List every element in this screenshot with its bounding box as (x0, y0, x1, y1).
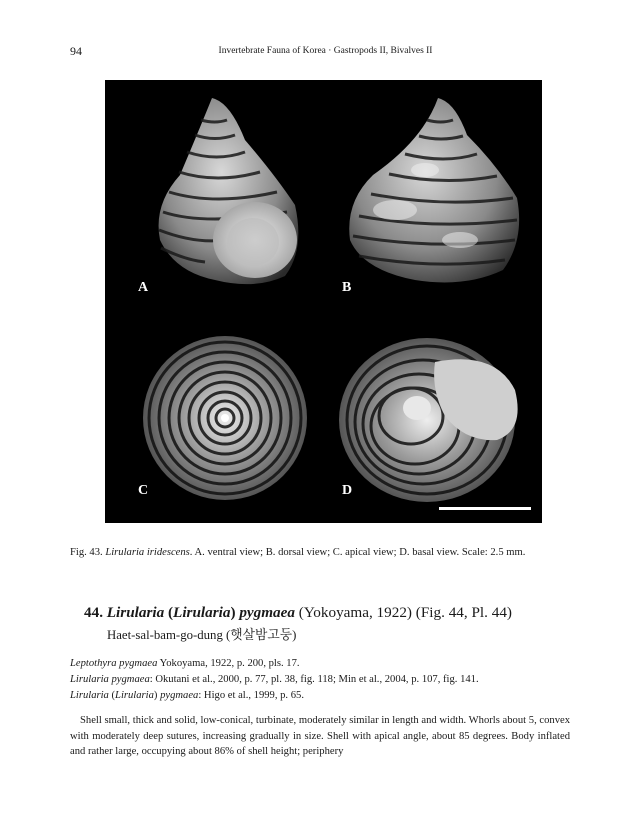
synonym-paren-close: ) (153, 690, 161, 701)
synonym-name: Lirularia pygmaea (70, 674, 150, 685)
shell-d-basal-view (339, 338, 518, 502)
species-number: 44. (84, 604, 103, 621)
subgenus-open: ( (167, 604, 174, 621)
species-epithet: pygmaea (239, 604, 295, 621)
synonym-name: Leptothyra pygmaea (70, 658, 158, 669)
species-genus: Lirularia (106, 604, 165, 621)
shell-a-ventral-view (159, 98, 299, 284)
synonym-ref: : Okutani et al., 2000, p. 77, pl. 38, fig. 118; Min et al., 2004, p. 107, fig. 141. (149, 674, 479, 685)
shell-c-apical-view (143, 336, 307, 500)
synonym-paren-open: ( (108, 690, 116, 701)
caption-text: . A. ventral view; B. dorsal view; C. apical view; D. basal view. Scale: 2.5 mm. (189, 547, 526, 558)
figure-caption (70, 545, 575, 560)
panel-label-d: D (342, 483, 353, 498)
shell-b-dorsal-view (349, 98, 519, 282)
synonym-ref: Yokoyama, 1922, p. 200, pls. 17. (157, 658, 300, 669)
korean-common-name: Haet-sal-bam-go-dung (햇살밤고둥) (107, 628, 297, 642)
synonym-line (70, 658, 300, 669)
species-heading (84, 604, 512, 622)
shell-photographs (105, 80, 542, 523)
synonym-ref: : Higo et al., 1999, p. 65. (198, 690, 304, 701)
synonym-epithet: pygmaea (160, 690, 199, 701)
running-head: Invertebrate Fauna of Korea · Gastropods II, Bivalves II (218, 46, 433, 56)
page-number: 94 (70, 44, 82, 58)
synonym-line (70, 674, 479, 685)
synonym-genus: Lirularia (70, 690, 109, 701)
species-authority: (Yokoyama, 1922) (Fig. 44, Pl. 44) (298, 604, 512, 621)
description-paragraph: Shell small, thick and solid, low-conical, turbinate, moderately similar in length and width. Whorls about 5, convex with moderately deep sutures, increasing gradually in size. Shell with apical angle, about 85 degrees. Body inflated and rather large, occupying about 86% of shell height; periphery (70, 715, 570, 758)
panel-label-a: A (138, 280, 149, 295)
panel-label-c: C (138, 483, 149, 498)
figure-plate (105, 80, 542, 523)
synonym-subgenus: Lirularia (115, 690, 154, 701)
caption-fig-label: Fig. 43. (70, 547, 103, 558)
panel-label-b: B (342, 280, 352, 295)
subgenus-close: ) (230, 604, 236, 621)
scale-bar (439, 507, 531, 510)
caption-species: Lirularia iridescens (105, 547, 190, 558)
species-subgenus: Lirularia (173, 604, 231, 621)
synonym-line (70, 690, 304, 701)
